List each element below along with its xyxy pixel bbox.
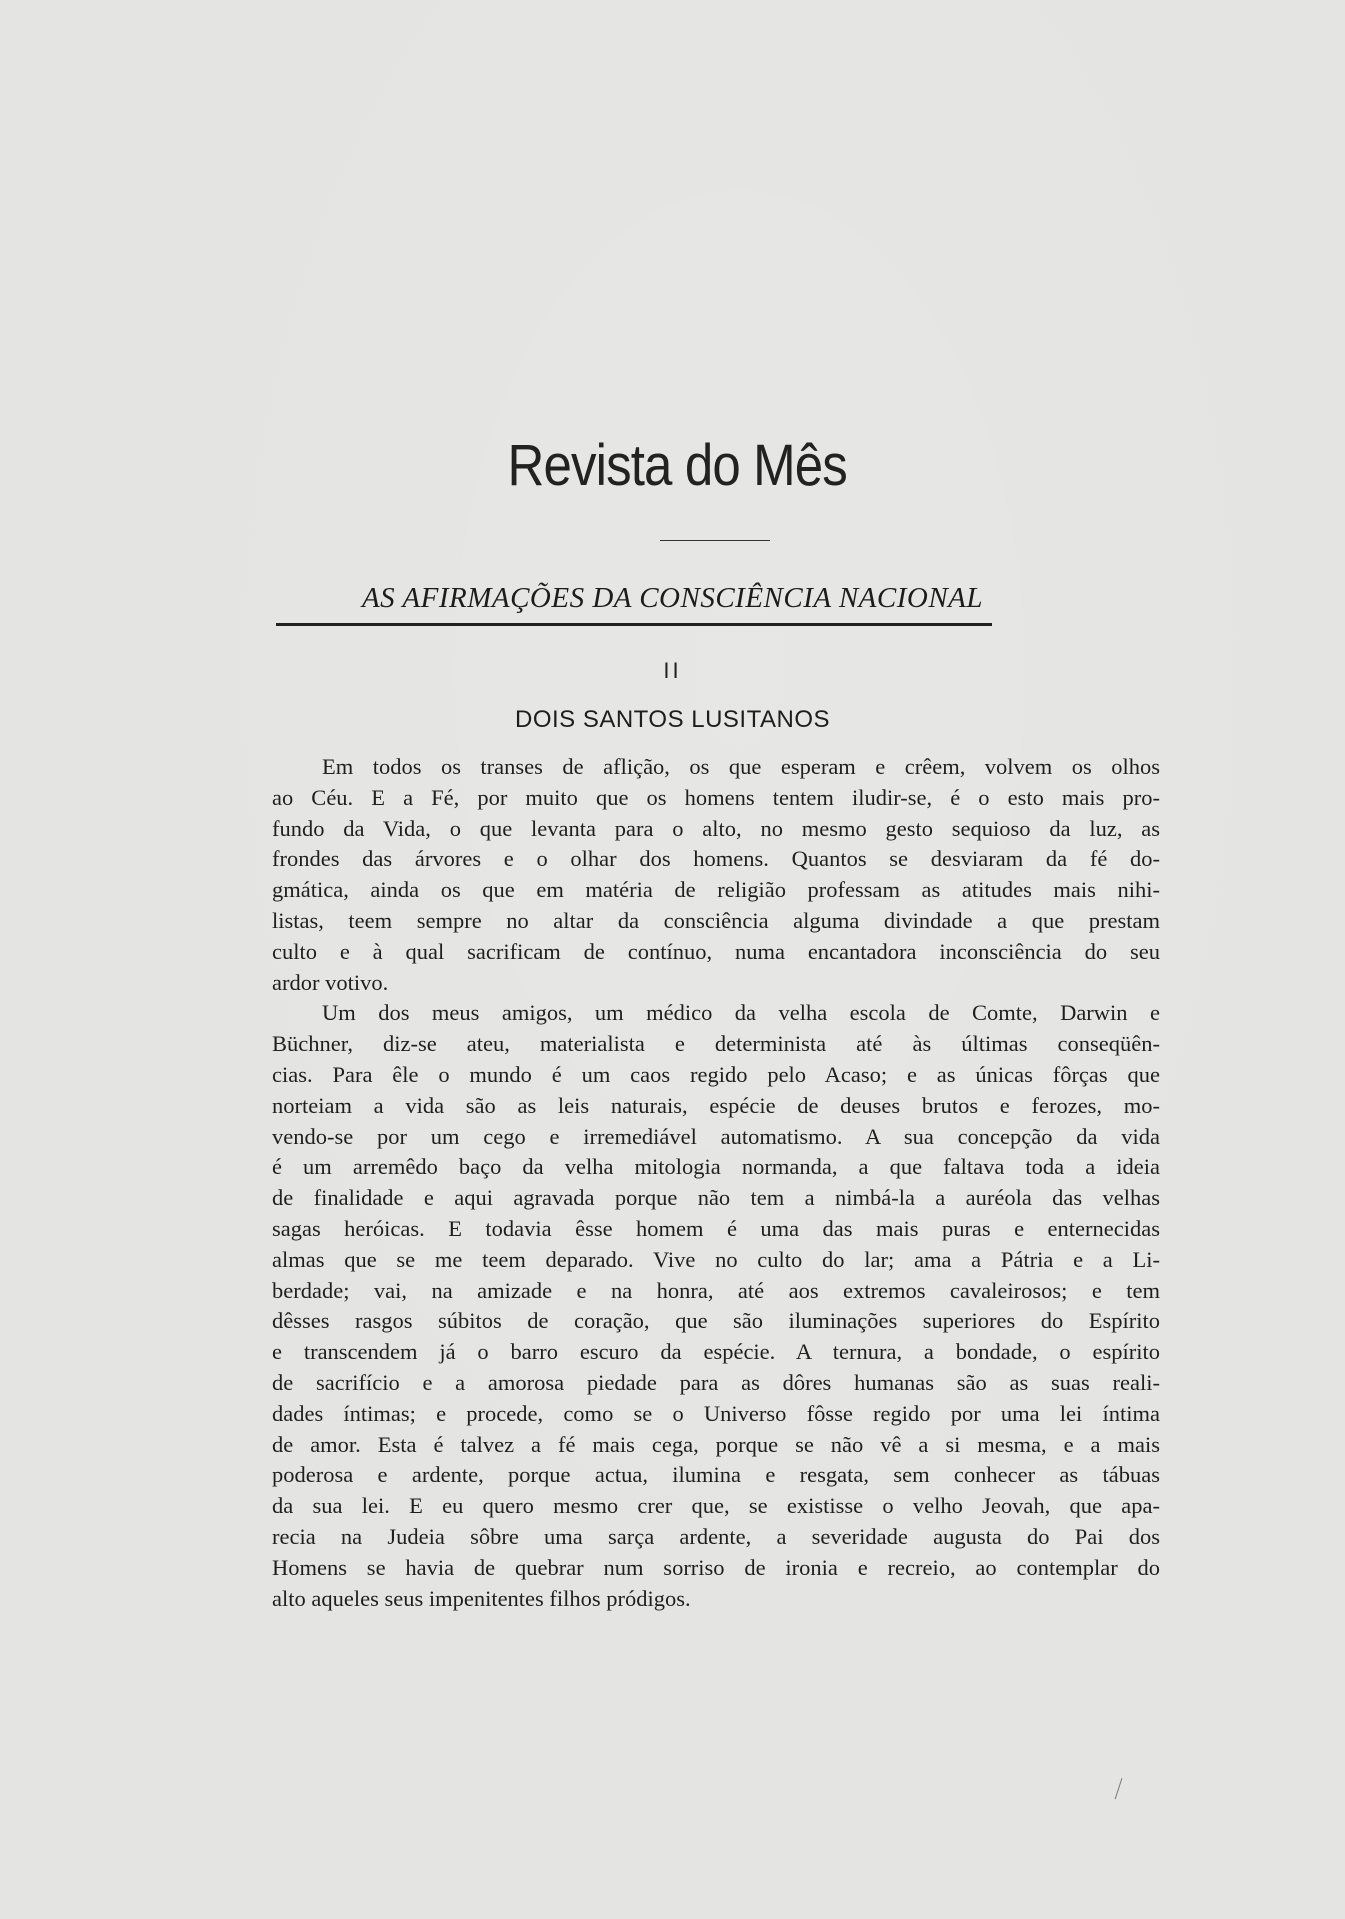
- text-line: vendo-se por um cego e irremediável automatismo. A sua concepção da vida: [272, 1123, 1160, 1149]
- text-line: de amor. Esta é talvez a fé mais cega, porque se não vê a si mesma, e a mais: [272, 1431, 1160, 1457]
- text-line: norteiam a vida são as leis naturais, espécie de deuses brutos e ferozes, mo-: [272, 1092, 1160, 1118]
- text-line: culto e à qual sacrificam de contínuo, numa encantadora inconsciência do seu: [272, 938, 1160, 964]
- text-line: Em todos os transes de aflição, os que esperam e crêem, volvem os olhos: [322, 754, 1160, 779]
- page-title: Revista do Mês: [507, 433, 847, 498]
- text-line: dêsses rasgos súbitos de coração, que são iluminações superiores do Espírito: [272, 1308, 1160, 1334]
- text-line: gmática, ainda os que em matéria de religião professam as atitudes mais nihi-: [272, 877, 1160, 903]
- text-line: berdade; vai, na amizade e na honra, até aos extremos cavaleirosos; e tem: [272, 1277, 1160, 1303]
- text-line: Homens se havia de quebrar num sorriso de ironia e recreio, ao contemplar do: [272, 1554, 1160, 1580]
- text-line: e transcendem já o barro escuro da espécie. A ternura, a bondade, o espírito: [272, 1339, 1160, 1365]
- text-line: de sacrifício e a amorosa piedade para as dôres humanas são as suas reali-: [272, 1369, 1160, 1395]
- pencil-mark: [1115, 1778, 1125, 1800]
- text-line: alto aqueles seus impenitentes filhos pródigos.: [272, 1585, 691, 1611]
- title-divider: [660, 540, 770, 541]
- text-line: Büchner, diz-se ateu, materialista e determinista até às últimas conseqüên-: [272, 1031, 1160, 1057]
- text-line: frondes das árvores e o olhar dos homens. Quantos se desviaram da fé do-: [272, 846, 1160, 872]
- text-line: ao Céu. E a Fé, por muito que os homens tentem iludir-se, é o esto mais pro-: [272, 784, 1160, 810]
- text-line: recia na Judeia sôbre uma sarça ardente, a severidade augusta do Pai dos: [272, 1523, 1160, 1549]
- text-line: Um dos meus amigos, um médico da velha escola de Comte, Darwin e: [322, 1000, 1160, 1026]
- text-line: fundo da Vida, o que levanta para o alto, no mesmo gesto sequioso da luz, as: [272, 815, 1160, 841]
- text-line: dades íntimas; e procede, como se o Universo fôsse regido por uma lei íntima: [272, 1400, 1160, 1426]
- article-body: [272, 752, 1160, 1614]
- article-subtitle: AS AFIRMAÇÕES DA CONSCIÊNCIA NACIONAL: [361, 582, 984, 614]
- part-number: II: [663, 658, 682, 683]
- text-line: listas, teem sempre no altar da consciência alguma divindade a que prestam: [272, 907, 1160, 933]
- text-line: sagas heróicas. E todavia êsse homem é uma das mais puras e enternecidas: [272, 1215, 1160, 1241]
- subtitle-underline: [276, 623, 992, 626]
- text-line: poderosa e ardente, porque actua, ilumina e resgata, sem conhecer as tábuas: [272, 1462, 1160, 1488]
- text-line: almas que se me teem deparado. Vive no culto do lar; ama a Pátria e a Li-: [272, 1246, 1160, 1272]
- section-title: DOIS SANTOS LUSITANOS: [514, 706, 830, 733]
- text-line: de finalidade e aqui agravada porque não tem a nimbá-la a auréola das velhas: [272, 1185, 1160, 1211]
- paragraph-1: [272, 752, 1160, 998]
- paragraph-2: [272, 998, 1160, 1614]
- text-line: é um arremêdo baço da velha mitologia normanda, a que faltava toda a ideia: [272, 1154, 1160, 1180]
- text-line: da sua lei. E eu quero mesmo crer que, se existisse o velho Jeovah, que apa-: [272, 1493, 1160, 1519]
- text-line: ardor votivo.: [272, 969, 389, 995]
- text-line: cias. Para êle o mundo é um caos regido pelo Acaso; e as únicas fôrças que: [272, 1061, 1160, 1087]
